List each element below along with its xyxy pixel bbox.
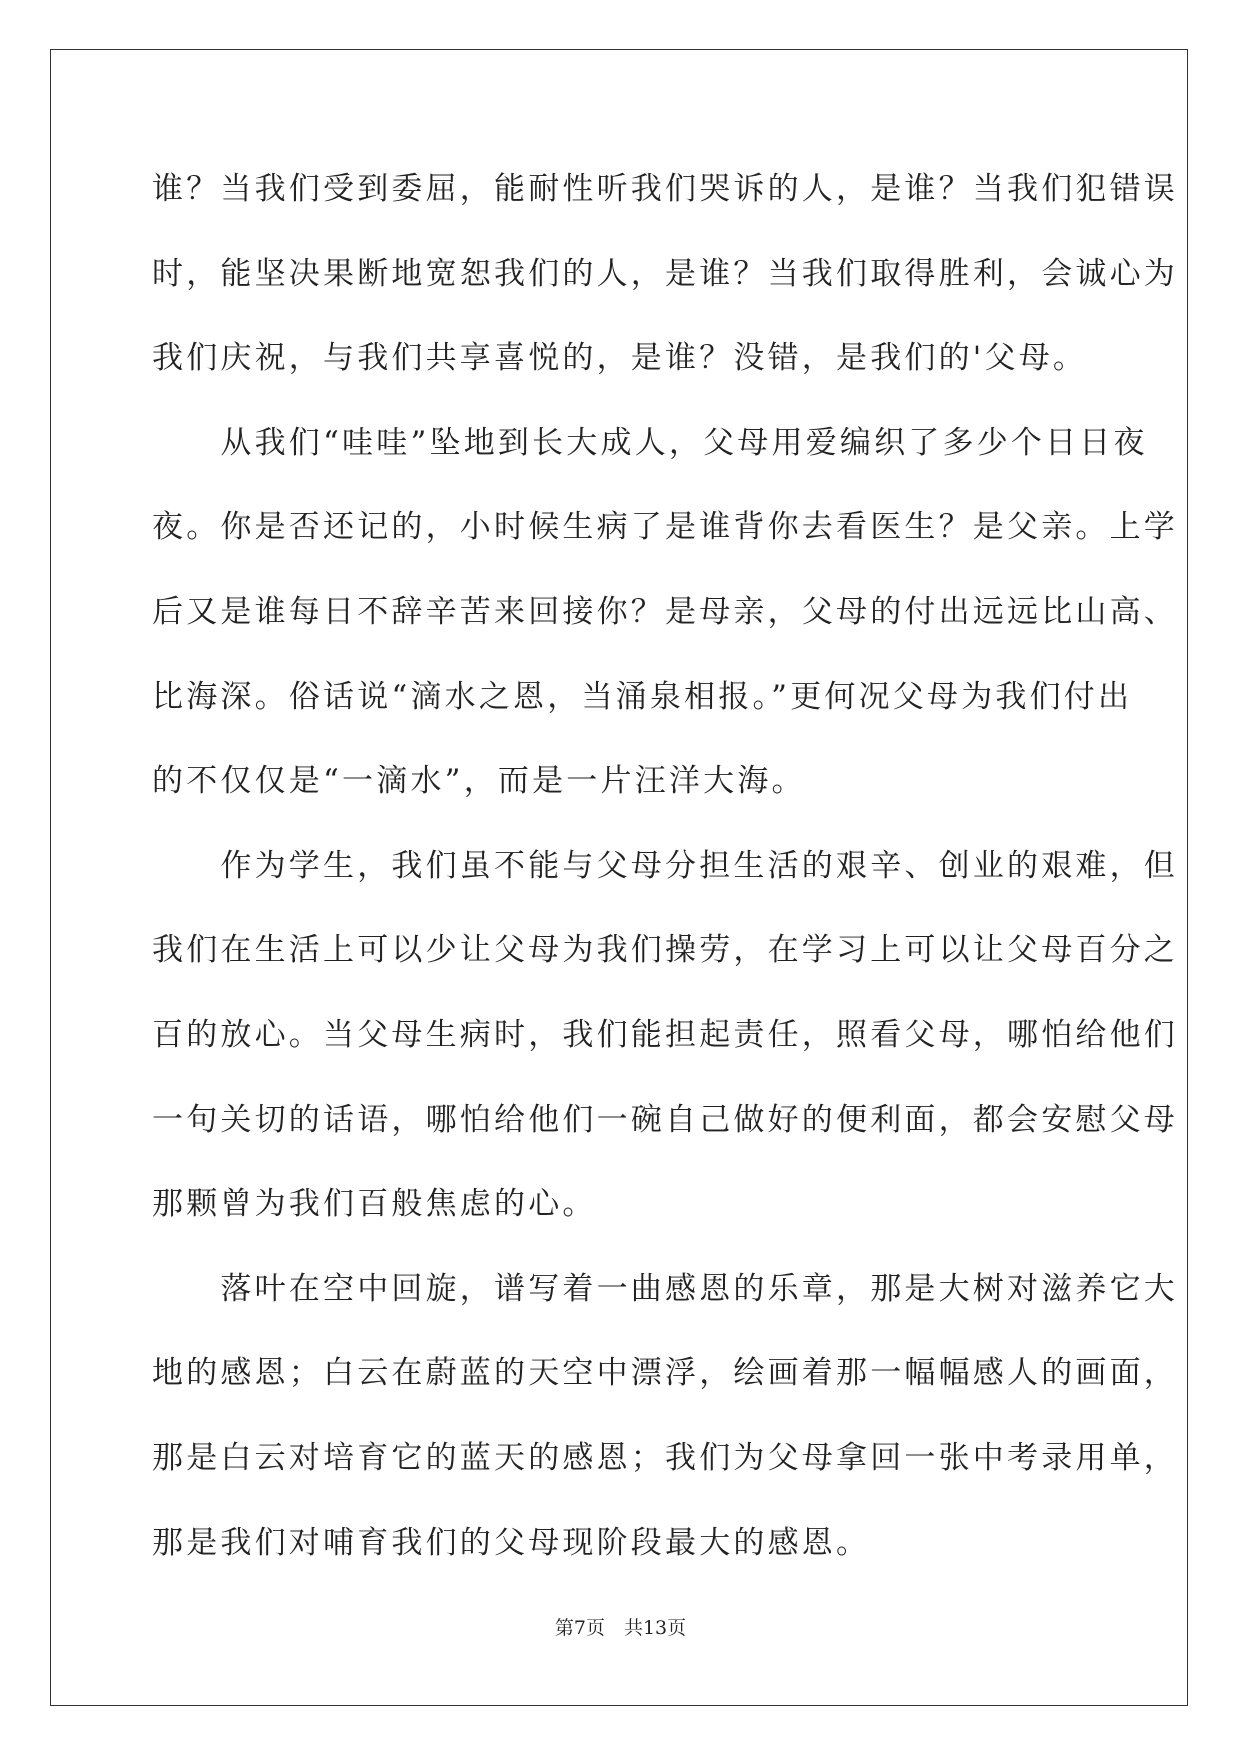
text-line: 从我们“哇哇”坠地到长大成人，父母用爱编织了多少个日日夜 [152, 424, 1148, 461]
document-body [152, 162, 1178, 1600]
text-line: 的不仅仅是“一滴水”，而是一片汪洋大海。 [152, 763, 806, 800]
text-line: 时，能坚决果断地宽恕我们的人，是谁？当我们取得胜利，会诚心为 [152, 255, 1178, 292]
text-line: 谁？当我们受到委屈，能耐性听我们哭诉的人，是谁？当我们犯错误 [152, 171, 1178, 207]
text-line: 地的感恩；白云在蔚蓝的天空中漂浮，绘画着那一幅幅感人的画面， [152, 1355, 1178, 1392]
text-line: 比海深。俗话说“滴水之恩，当涌泉相报。”更何况父母为我们付出 [152, 678, 1133, 715]
text-line: 作为学生，我们虽不能与父母分担生活的艰辛、创业的艰难，但 [152, 847, 1178, 884]
text-line: 后又是谁每日不辞辛苦来回接你？是母亲，父母的付出远远比山高、 [152, 593, 1178, 630]
page-number: 第7页 共13页 [554, 1617, 687, 1639]
text-line: 我们庆祝，与我们共享喜悦的，是谁？没错，是我们的'父母。 [152, 340, 1088, 377]
text-line: 百的放心。当父母生病时，我们能担起责任，照看父母，哪怕给他们 [152, 1016, 1178, 1053]
text-line: 一句关切的话语，哪怕给他们一碗自己做好的便利面，都会安慰父母 [152, 1101, 1178, 1138]
text-line: 那颗曾为我们百般焦虑的心。 [152, 1186, 597, 1223]
text-line: 夜。你是否还记的，小时候生病了是谁背你去看医生？是父亲。上学 [152, 509, 1178, 546]
text-line: 那是我们对哺育我们的父母现阶段最大的感恩。 [152, 1524, 871, 1561]
text-line: 那是白云对培育它的蓝天的感恩；我们为父母拿回一张中考录用单， [152, 1439, 1178, 1476]
text-line: 我们在生活上可以少让父母为我们操劳，在学习上可以让父母百分之 [152, 932, 1178, 969]
text-line: 落叶在空中回旋，谱写着一曲感恩的乐章，那是大树对滋养它大 [152, 1270, 1178, 1307]
